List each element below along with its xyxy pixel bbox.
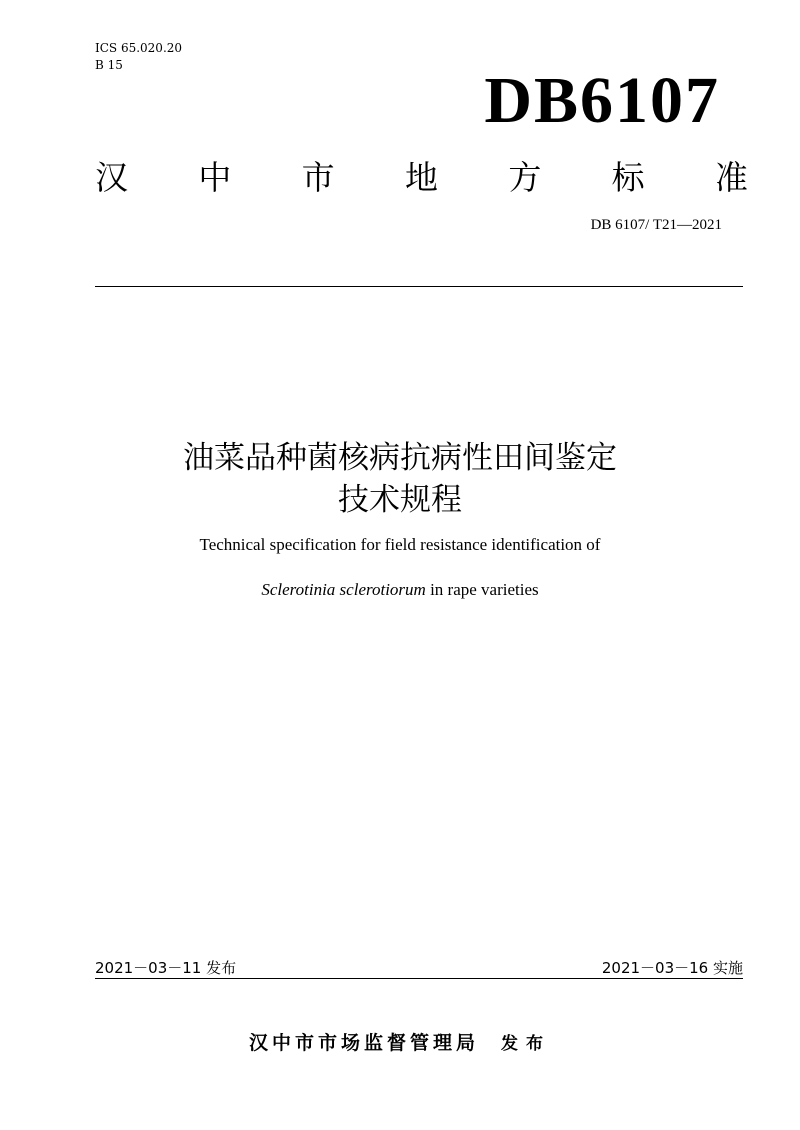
footer-divider xyxy=(95,978,743,979)
ccs-code: B 15 xyxy=(95,58,123,72)
title-en-line2 xyxy=(0,580,800,600)
standard-type-char: 市 xyxy=(301,157,335,197)
title-cn-line1: 油菜品种菌核病抗病性田间鉴定 xyxy=(183,440,617,476)
title-en-species: Sclerotinia sclerotiorum xyxy=(261,580,426,599)
issuing-organization: 汉中市市场监督管理局 xyxy=(248,1032,479,1054)
standard-type-char: 地 xyxy=(404,157,438,197)
standard-number: DB 6107/ T21—2021 xyxy=(590,217,722,233)
issue-date: 2021－03－11 发布 xyxy=(95,959,237,977)
standard-type-char: 中 xyxy=(198,157,232,197)
classification-codes xyxy=(95,40,182,74)
standard-type-heading xyxy=(95,150,748,200)
db-code-logo: DB6107 xyxy=(484,64,720,137)
implementation-date: 2021－03－16 实施 xyxy=(601,959,743,977)
standard-type-char: 方 xyxy=(508,157,542,197)
title-en-line2-rest: in rape varieties xyxy=(425,580,539,599)
title-en-line1: Technical specification for field resistance identification of xyxy=(199,535,601,554)
standard-type-char: 标 xyxy=(611,157,645,197)
header-divider xyxy=(95,286,743,287)
title-cn-line2: 技术规程 xyxy=(338,482,462,518)
issue-action: 发布 xyxy=(501,1034,551,1054)
standard-type-char: 汉 xyxy=(95,157,128,197)
standard-type-char: 准 xyxy=(714,157,748,197)
ics-code: ICS 65.020.20 xyxy=(95,41,183,55)
issuer-line xyxy=(0,1028,800,1055)
